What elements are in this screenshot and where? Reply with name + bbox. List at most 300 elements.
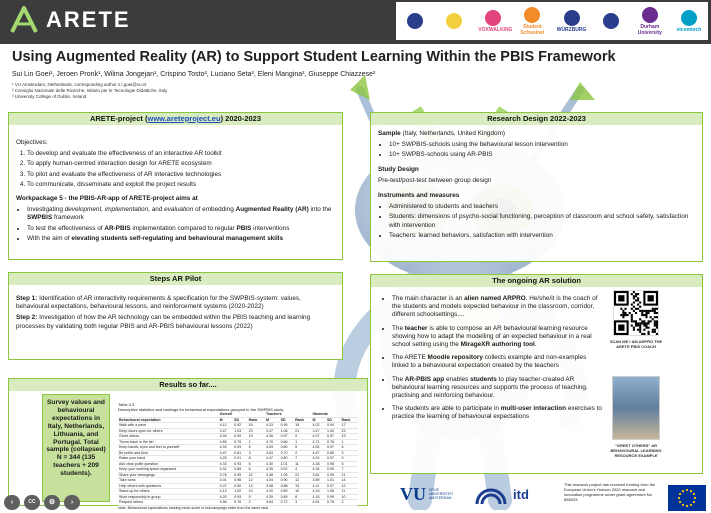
ongoing-text: The xyxy=(392,375,405,383)
affiliation-1: ¹ VU Amsterdam, Netherlands, corresponding author s.l.goei@vu.nl xyxy=(12,82,147,87)
table-cell: 4.38 xyxy=(312,461,327,467)
ongoing-item xyxy=(392,376,604,401)
table-cell: 4.04 xyxy=(265,478,280,484)
table-cell: 0.95 xyxy=(233,472,248,478)
table-header-cell: M xyxy=(265,417,280,423)
funding-statement: This research project has received funding from the European Union's Horizon 2020 research and innovation programme under grant agreement No 856533. xyxy=(564,482,656,502)
arete-logo-icon xyxy=(8,4,40,36)
table-cell: 0.92 xyxy=(280,467,295,473)
table-group-cell: Teachers xyxy=(265,412,311,417)
expectations-table xyxy=(118,412,358,506)
table-cell: 8 xyxy=(248,456,265,462)
arete-website-link[interactable]: www.areteproject.eu xyxy=(147,114,221,123)
table-cell: 4.25 xyxy=(219,456,234,462)
table-cell: 0.89 xyxy=(233,467,248,473)
table-cell: 4.16 xyxy=(312,494,327,500)
instruments-label: Instruments and measures xyxy=(378,192,460,200)
objective-item: 2. To apply human-centred interaction design for ARETE ecosystem xyxy=(27,160,335,168)
table-cell: 0.99 xyxy=(233,434,248,440)
aim-text: implementation compared to regular xyxy=(130,224,237,232)
heading-prefix: ARETE-project ( xyxy=(89,114,148,123)
table-cell: 14 xyxy=(341,478,358,484)
table-cell: 1 xyxy=(341,439,358,445)
table-cell: 4.35 xyxy=(265,467,280,473)
study-design-label: Study Design xyxy=(378,165,419,173)
table-cell: 19 xyxy=(248,434,265,440)
table-header-cell: SD xyxy=(280,417,295,423)
table-cell: 4.09 xyxy=(219,434,234,440)
affiliation-2: ² Consiglio Nazionale delle Ricerche, Istituto per le Tecnologie Didattiche, Italy xyxy=(12,88,168,93)
ongoing-text: . He/she/it is the coach of the students and models expected behaviour in the classroom, corridor, different schoolsettings.... xyxy=(392,295,598,319)
table-note: Note. Behavioural expectations ranking mean score in red/campaign order from the same rank. xyxy=(118,505,270,510)
aim-text: PBIS xyxy=(236,224,252,232)
table-row xyxy=(118,500,358,506)
table-cell: 0.99 xyxy=(326,494,341,500)
table-cell: 5 xyxy=(294,445,311,451)
table-cell: 10 xyxy=(341,494,358,500)
ongoing-text: The main character is an xyxy=(392,295,465,302)
table-cell: 1 xyxy=(248,439,265,445)
table-cell: 0.85 xyxy=(326,450,341,456)
sample-item: • 10+ SWPBS-schools using AR-PBIS xyxy=(389,151,695,159)
table-cell: 12 xyxy=(341,483,358,489)
table-cell: 4.34 xyxy=(312,467,327,473)
table-cell: 10 xyxy=(294,489,311,495)
table-cell: Respect others xyxy=(118,500,219,506)
table-cell: 1.06 xyxy=(280,428,295,434)
aim-item xyxy=(27,225,335,233)
aim-text: into the xyxy=(308,206,332,214)
table-cell: 12 xyxy=(294,478,311,484)
table-cell: 2 xyxy=(341,500,358,506)
table-cell: 4.07 xyxy=(312,434,327,440)
table-cell: Walk with a pace xyxy=(118,423,219,429)
table-cell: 5 xyxy=(248,445,265,451)
table-cell: 0.94 xyxy=(326,423,341,429)
table-cell: 0.93 xyxy=(233,494,248,500)
ongoing-item xyxy=(392,295,604,320)
table-cell: 4.30 xyxy=(265,461,280,467)
table-cell: 1.00 xyxy=(326,428,341,434)
table-cell: 4 xyxy=(294,467,311,473)
table-cell: 4.47 xyxy=(312,450,327,456)
aim-text: With the aim of xyxy=(27,234,72,242)
research-design-heading: Research Design 2022-2023 xyxy=(371,113,702,125)
prev-page-button[interactable]: ‹ xyxy=(4,495,20,510)
ongoing-text: enables xyxy=(444,375,471,383)
partner-logo xyxy=(478,10,513,33)
poster-header xyxy=(0,0,711,44)
table-cell: 3 xyxy=(248,450,265,456)
table-cell: 1.01 xyxy=(326,478,341,484)
table-cell: 4.12 xyxy=(219,423,234,429)
table-cell: 4.71 xyxy=(312,439,327,445)
table-cell: 4.51 xyxy=(312,500,327,506)
table-cell: 3.47 xyxy=(265,428,280,434)
table-cell: 0.97 xyxy=(326,445,341,451)
step-2 xyxy=(16,314,335,330)
ongoing-item xyxy=(392,325,604,350)
table-cell: 13 xyxy=(294,483,311,489)
table-cell: 4.13 xyxy=(219,489,234,495)
itd-logo: itd xyxy=(513,486,529,502)
partner-logo xyxy=(674,10,704,33)
table-cell: 0.95 xyxy=(280,423,295,429)
study-design-text: Pre-test/post-test between group design xyxy=(378,176,492,184)
table-cell: 4.31 xyxy=(219,467,234,473)
steps-ar-pilot-panel xyxy=(8,272,343,360)
table-cell: 1 xyxy=(294,439,311,445)
table-cell: 6 xyxy=(248,461,265,467)
aim-text: interventions xyxy=(251,224,290,232)
table-cell: 9 xyxy=(294,434,311,440)
table-cell: 9 xyxy=(248,494,265,500)
workpackage-label: Workpackage 5 - the PBIS-AR-app of ARETE-project aims at xyxy=(16,195,198,203)
aim-text: To test the effectiveness of xyxy=(27,224,105,232)
step-1 xyxy=(16,295,335,311)
ongoing-text: AR-PBIS app xyxy=(404,375,445,383)
ongoing-text: . xyxy=(534,341,537,349)
partner-logo xyxy=(517,7,547,36)
table-cell: 4.63 xyxy=(265,450,280,456)
sample-line xyxy=(378,130,695,138)
table-cell: 5 xyxy=(341,461,358,467)
table-cell: 4.02 xyxy=(312,423,327,429)
table-cell: 0.89 xyxy=(280,494,295,500)
table-cell: Help others with questions xyxy=(118,483,219,489)
table-cell: 1.02 xyxy=(233,489,248,495)
table-cell: 0.91 xyxy=(233,456,248,462)
table-cell: 0.66 xyxy=(280,439,295,445)
ongoing-text: The xyxy=(392,324,405,332)
table-cell: 0.76 xyxy=(326,500,341,506)
vu-logo: VU xyxy=(400,483,426,504)
ongoing-text: alien named ARPRO xyxy=(464,295,526,302)
table-cell: 2 xyxy=(248,500,265,506)
table-cell: 3.76 xyxy=(219,472,234,478)
viewer-toolbar xyxy=(4,495,80,510)
table-cell: 4.64 xyxy=(265,500,280,506)
table-cell: 0.76 xyxy=(233,500,248,506)
ongoing-text: teacher xyxy=(404,324,428,332)
partner-logo xyxy=(439,13,469,30)
ongoing-text: collects example and non-examples linked to a behavioural expectation created by the teachers xyxy=(392,354,587,370)
table-cell: Keep hands, eyes and feet to yourself xyxy=(118,445,219,451)
table-cell: 4.47 xyxy=(265,456,280,462)
ongoing-heading: The ongoing AR solution xyxy=(371,275,702,287)
table-caption: Table 3.3 xyxy=(118,402,135,407)
table-caption-desc: Descriptive statistics and rankings for behavioural expectations grouped in the SWPBIS study xyxy=(118,407,284,412)
qr-arpro-caption: SCAN ME I AM ARPRO THE ARETE PBIS COACH xyxy=(609,339,663,349)
results-heading: Results so far.... xyxy=(9,379,367,391)
cnr-logo-icon xyxy=(469,480,509,508)
table-cell: 23 xyxy=(341,428,358,434)
footer-logos xyxy=(400,480,529,508)
captions-button[interactable]: CC xyxy=(24,495,40,510)
table-cell: 2 xyxy=(294,450,311,456)
arete-logo xyxy=(8,4,131,36)
table-header-cell: M xyxy=(312,417,327,423)
arete-project-panel xyxy=(8,112,343,260)
table-header-cell: SD xyxy=(326,417,341,423)
table-cell: 4.01 xyxy=(219,478,234,484)
table-cell: 3 xyxy=(341,450,358,456)
table-cell: 12 xyxy=(248,478,265,484)
partner-logo-icon xyxy=(564,10,580,26)
table-cell: 21 xyxy=(341,472,358,478)
ongoing-text: exercises to practice the learning of behavioural expectations xyxy=(392,405,602,421)
sample-item: • 10+ SWPBIS-schools using the behavioural lesson intervention xyxy=(389,141,695,149)
table-cell: Take turns xyxy=(118,478,219,484)
table-cell: 0.98 xyxy=(233,478,248,484)
table-cell: 0.99 xyxy=(326,472,341,478)
partner-logo xyxy=(596,13,626,30)
aims-list xyxy=(27,206,335,243)
table-cell: 4.65 xyxy=(219,439,234,445)
instruments-list xyxy=(389,203,695,240)
ongoing-text: is able to compose an AR behavioural learning resource showing how to adapt the modelling of an expected behaviour in a real school setting using the xyxy=(392,324,592,349)
table-header-cell: SD xyxy=(233,417,248,423)
table-cell: 4.24 xyxy=(312,456,327,462)
aim-text: elevating students self-regulating and behavioural management skills xyxy=(71,234,284,242)
table-cell: 4.52 xyxy=(312,445,327,451)
table-cell: 3.48 xyxy=(265,472,280,478)
partner-logo-icon xyxy=(681,10,697,26)
table-cell: 4.11 xyxy=(312,483,327,489)
table-cell: 15 xyxy=(294,423,311,429)
table-cell: 22 xyxy=(248,472,265,478)
partner-logo-label: vicomtech xyxy=(676,26,702,33)
aim-text: , and xyxy=(148,206,165,214)
table-cell: 4.23 xyxy=(265,423,280,429)
objectives-label: Objectives: xyxy=(16,139,48,146)
table-cell: 1.05 xyxy=(280,472,295,478)
table-cell: 4.33 xyxy=(219,461,234,467)
table-cell: 3.47 xyxy=(219,428,234,434)
table-cell: 0.80 xyxy=(280,445,295,451)
partner-logo-label: Durham University xyxy=(637,23,662,36)
instrument-item: • Teachers: learned behaviors, satisfaction with intervention xyxy=(389,232,695,240)
table-cell: 11 xyxy=(294,461,311,467)
affiliation-3: ³ University College of Dublin, Ireland xyxy=(12,94,87,99)
objective-item: 3. To pilot and evaluate the effectiveness of AR interactive technologies xyxy=(27,171,335,179)
table-cell: Greet others xyxy=(118,434,219,440)
ongoing-text: students xyxy=(470,375,497,383)
aim-text: SWPBIS xyxy=(27,214,53,222)
table-cell: 0.97 xyxy=(326,456,341,462)
table-cell: 0.97 xyxy=(326,434,341,440)
table-cell: 4.39 xyxy=(265,494,280,500)
table-cell: 11 xyxy=(341,489,358,495)
step-2-label: Step 2: xyxy=(16,314,38,322)
table-cell: 0.98 xyxy=(326,461,341,467)
table-cell: 0.97 xyxy=(326,483,341,489)
table-cell: 1.01 xyxy=(280,461,295,467)
partner-logo-icon xyxy=(446,13,462,29)
eu-flag-icon xyxy=(668,485,706,511)
table-cell: 4.20 xyxy=(265,489,280,495)
partner-logo-label: Student Schoolnet xyxy=(520,23,545,36)
table-cell: 0.72 xyxy=(280,500,295,506)
table-header-cell: Rank xyxy=(248,417,265,423)
table-cell: 4.08 xyxy=(265,483,280,489)
sample-label: Sample xyxy=(378,130,401,137)
partner-logo-icon xyxy=(642,7,658,23)
aim-text: Investigating xyxy=(27,206,65,214)
table-cell: 0.70 xyxy=(280,450,295,456)
table-cell: Throw trash in the bin xyxy=(118,439,219,445)
table-cell: 7 xyxy=(341,467,358,473)
aim-text: development, implementation xyxy=(64,206,149,214)
partner-logo-label: VOXWALKING xyxy=(478,26,513,33)
table-cell: 10 xyxy=(248,489,265,495)
table-cell: 13 xyxy=(248,483,265,489)
table-cell: Stand up for others xyxy=(118,489,219,495)
table-cell: 23 xyxy=(248,428,265,434)
table-cell: 0.89 xyxy=(280,489,295,495)
table-cell: 6 xyxy=(341,445,358,451)
table-cell: Work responsibly in group xyxy=(118,494,219,500)
table-cell: 6 xyxy=(248,467,265,473)
table-cell: 1.03 xyxy=(233,428,248,434)
aim-item xyxy=(27,235,335,243)
table-cell: Keep your working space organised xyxy=(118,467,219,473)
table-cell: Keep doors open for others xyxy=(118,428,219,434)
table-cell: 0.90 xyxy=(233,483,248,489)
partner-logo-label: WÜRZBURG xyxy=(556,26,587,33)
sample-list xyxy=(389,141,695,159)
author-list: Sui Lin Goei¹, Jeroen Pronk¹, Wilma Jongejan¹, Crispino Tosto², Luciano Seta², Eleni Mangina³, Giuseppe Chiazzese² xyxy=(12,71,376,78)
arete-project-heading xyxy=(9,113,342,125)
table-cell: 3 xyxy=(294,500,311,506)
ongoing-text: The students are able to participate in xyxy=(392,405,501,413)
table-cell: 0.90 xyxy=(280,478,295,484)
ongoing-item xyxy=(392,354,604,370)
vu-logo-sub: VRIJE UNIVERSITEIT AMSTERDAM xyxy=(429,488,454,500)
research-design-panel xyxy=(370,112,703,262)
table-cell: 3.81 xyxy=(312,472,327,478)
table-cell: 0.99 xyxy=(326,467,341,473)
arete-logo-text: ARETE xyxy=(46,7,131,32)
aim-text: Augmented Reality (AR) xyxy=(235,206,309,214)
table-cell: 4.26 xyxy=(265,434,280,440)
partner-logos xyxy=(396,2,708,40)
aim-item xyxy=(27,206,335,222)
sample-text: (Italy, Netherlands, United Kingdom) xyxy=(400,130,506,137)
table-cell: 4.70 xyxy=(265,439,280,445)
instrument-item: • Administered to students and teachers xyxy=(389,203,695,211)
expectations-table-figure xyxy=(118,402,358,510)
table-cell: 3.47 xyxy=(312,428,327,434)
aim-text: AR-PBIS xyxy=(104,224,131,232)
table-cell: 0.97 xyxy=(280,434,295,440)
table-header-cell: Rank xyxy=(341,417,358,423)
table-cell: 7 xyxy=(294,456,311,462)
ongoing-text: multi-user interaction xyxy=(500,405,567,413)
table-cell: Be polite and kind xyxy=(118,450,219,456)
table-cell: 0.81 xyxy=(233,450,248,456)
table-cell: 19 xyxy=(341,434,358,440)
next-page-button[interactable]: › xyxy=(64,495,80,510)
table-cell: 21 xyxy=(294,428,311,434)
table-cell: 16 xyxy=(248,423,265,429)
table-cell: 0.80 xyxy=(280,456,295,462)
aim-text: of embedding xyxy=(193,206,236,214)
table-body xyxy=(118,423,358,506)
ongoing-text: The ARETE xyxy=(392,354,428,362)
step-2-text: Investigation of how the AR technology can be embedded within the PBIS teaching and learning processes by validating both regular PBIS and AR-PBIS behavioural lessons (2022) xyxy=(16,314,311,330)
qr-code-arpro[interactable] xyxy=(613,290,659,336)
table-cell: Ask clear polite question xyxy=(118,461,219,467)
poster-title: Using Augmented Reality (AR) to Support Student Learning Within the PBIS Framework xyxy=(12,49,616,65)
partner-logo-icon xyxy=(524,7,540,23)
table-cell: 17 xyxy=(341,423,358,429)
aim-text: evaluation xyxy=(164,206,194,214)
table-cell: 0.75 xyxy=(233,439,248,445)
table-cell: 4.07 xyxy=(219,483,234,489)
ongoing-text: to play teacher-created AR behavioural learning resources and supports the process of teaching, practising and reinforcing behaviour. xyxy=(392,375,588,400)
table-cell: 4.33 xyxy=(219,445,234,451)
partner-logo xyxy=(635,7,665,36)
survey-summary: Survey values and behavioural expectations in Italy, Netherlands, Lithuania, and Portugal. Total sample (collapsed) N = 344 (135 teachers + 209 students). xyxy=(42,394,110,502)
table-cell: 4.15 xyxy=(312,489,327,495)
partner-logo xyxy=(400,13,430,30)
table-cell: 4.56 xyxy=(219,500,234,506)
table-cell: Raise your hand xyxy=(118,456,219,462)
objective-item: 4. To communicate, disseminate and exploit the project results xyxy=(27,181,335,189)
ongoing-text: MirageXR authoring tool xyxy=(460,341,535,349)
table-cell: 0.93 xyxy=(233,461,248,467)
steps-heading: Steps AR Pilot xyxy=(9,273,342,285)
table-cell: 22 xyxy=(294,472,311,478)
table-cell: 4.47 xyxy=(219,450,234,456)
settings-button[interactable]: ⚙ xyxy=(44,495,60,510)
table-cell: 8 xyxy=(294,494,311,500)
table-cell: 0.92 xyxy=(233,423,248,429)
table-cell: 4.53 xyxy=(265,445,280,451)
table-header-cell: M xyxy=(219,417,234,423)
ongoing-list xyxy=(392,295,604,422)
table-group-cell: Overall xyxy=(219,412,265,417)
table-cell: 9 xyxy=(341,456,358,462)
table-cell: 0.76 xyxy=(326,439,341,445)
greet-others-caption: "GREET OTHERS" AR BEHAVIOURAL LEARNING RESOURCE EXAMPLE xyxy=(610,443,662,458)
table-cell: 0.88 xyxy=(280,483,295,489)
classroom-ar-photo xyxy=(612,376,660,440)
aim-text: framework xyxy=(52,214,84,222)
partner-logo-icon xyxy=(603,13,619,29)
partner-logo-icon xyxy=(407,13,423,29)
table-header-cell: Behavioural expectation xyxy=(118,417,219,423)
table-group-cell: Students xyxy=(312,412,359,417)
table-cell: Share your belongings xyxy=(118,472,219,478)
partner-logo-icon xyxy=(485,10,501,26)
table-header-cell: Rank xyxy=(294,417,311,423)
step-1-label: Step 1: xyxy=(16,295,38,302)
instrument-item: • Students: dimensions of psycho-social functioning, perception of classroom and school safety, satisfaction with intervention xyxy=(389,213,695,229)
table-cell: 4.20 xyxy=(219,494,234,500)
step-1-text: Identification of AR interactivity requirements & specification for the SWPBIS-system: values, behavioural expectations, behavioural lessons, and reinforcement systems (2020-2022) xyxy=(16,295,301,311)
heading-suffix: ) 2020-2023 xyxy=(220,114,262,123)
objective-item: 1. To develop and evaluate the effectiveness of an interactive AR toolkit xyxy=(27,150,335,158)
table-cell: 3.89 xyxy=(312,478,327,484)
objectives-list xyxy=(27,150,335,189)
table-cell: 1.06 xyxy=(326,489,341,495)
partner-logo xyxy=(557,10,587,33)
ongoing-text: Moodle repository xyxy=(427,354,483,362)
table-cell: 0.93 xyxy=(233,445,248,451)
ongoing-item xyxy=(392,405,604,421)
